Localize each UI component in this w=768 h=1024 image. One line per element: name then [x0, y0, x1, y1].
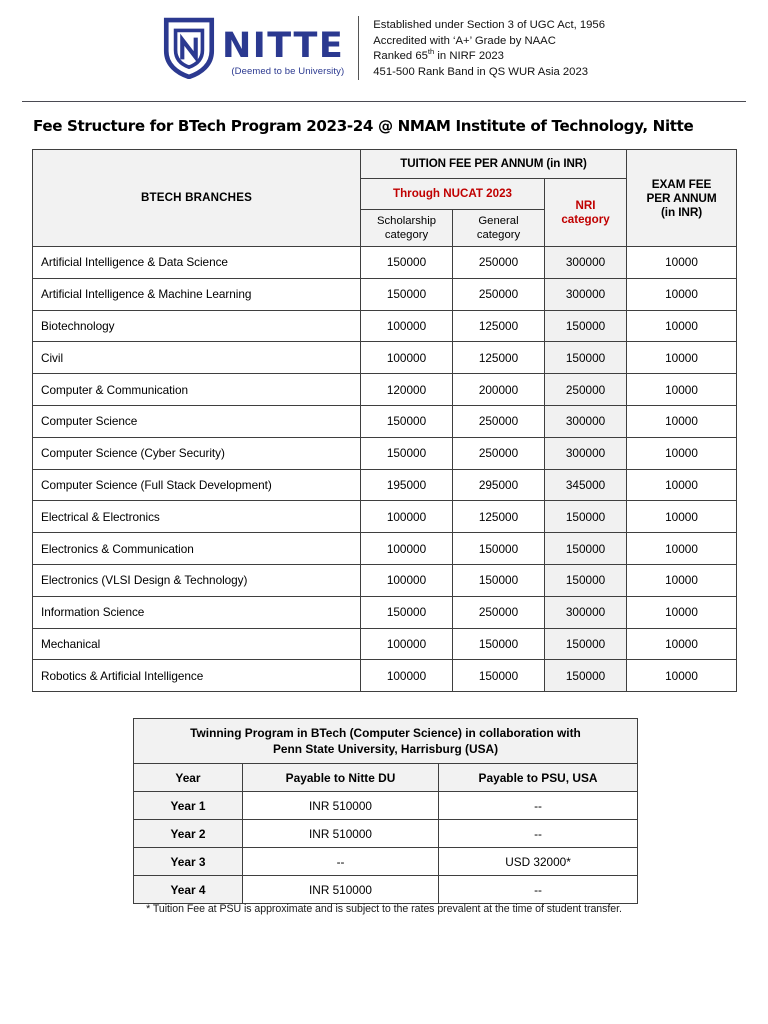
twinning-cell-year: Year 3 [134, 848, 243, 876]
cell-exam-fee: 10000 [627, 342, 737, 374]
header-scholarship-line-2: category [384, 229, 429, 241]
twinning-cell-year: Year 4 [134, 876, 243, 904]
ranked-suffix: in NIRF 2023 [434, 50, 504, 62]
nitte-shield-logo-icon [163, 17, 215, 79]
table-row [33, 501, 737, 533]
twinning-header-row [134, 764, 638, 792]
twinning-title-line-1: Twinning Program in BTech (Computer Science) in collaboration with [190, 725, 581, 740]
cell-general-fee: 250000 [453, 405, 545, 437]
table-row [33, 628, 737, 660]
footnote-text: * Tuition Fee at PSU is approximate and is subject to the rates prevalent at the time of student transfer. [146, 903, 622, 915]
cell-branch: Information Science [33, 596, 361, 628]
twinning-row [134, 820, 638, 848]
table-row [33, 278, 737, 310]
header-nri-line-2: category [561, 212, 610, 226]
cell-exam-fee: 10000 [627, 564, 737, 596]
table-row [33, 405, 737, 437]
cell-general-fee: 125000 [453, 342, 545, 374]
cell-exam-fee: 10000 [627, 247, 737, 279]
accreditation-line-1: Established under Section 3 of UGC Act, 1956 [373, 19, 605, 31]
cell-scholarship-fee: 100000 [361, 342, 453, 374]
twinning-cell-psu: -- [439, 876, 638, 904]
cell-nri-fee: 150000 [545, 533, 627, 565]
ranked-prefix: Ranked 65 [373, 50, 428, 62]
cell-exam-fee: 10000 [627, 405, 737, 437]
header-tuition-group: TUITION FEE PER ANNUM (in INR) [361, 150, 627, 179]
cell-scholarship-fee: 150000 [361, 247, 453, 279]
cell-scholarship-fee: 195000 [361, 469, 453, 501]
cell-branch: Biotechnology [33, 310, 361, 342]
header-general-category [453, 210, 545, 247]
header-divider [22, 101, 746, 102]
table-row [33, 533, 737, 565]
twinning-cell-nitte: -- [243, 848, 439, 876]
table-row [33, 660, 737, 692]
accreditation-line-2: Accredited with ‘A+’ Grade by NAAC [373, 34, 556, 47]
cell-nri-fee: 300000 [545, 596, 627, 628]
cell-general-fee: 250000 [453, 247, 545, 279]
cell-branch: Electronics & Communication [33, 533, 361, 565]
header-exam-line-1: EXAM FEE [651, 177, 712, 191]
cell-nri-fee: 150000 [545, 310, 627, 342]
fee-table-header [33, 150, 737, 247]
cell-nri-fee: 250000 [545, 374, 627, 406]
twinning-cell-nitte: INR 510000 [243, 820, 439, 848]
cell-general-fee: 150000 [453, 533, 545, 565]
cell-general-fee: 250000 [453, 437, 545, 469]
twinning-program-table [133, 718, 638, 904]
header-nri-line-1: NRI [575, 198, 596, 212]
table-row [33, 596, 737, 628]
cell-scholarship-fee: 100000 [361, 533, 453, 565]
cell-general-fee: 295000 [453, 469, 545, 501]
twinning-title [134, 719, 638, 764]
table-row [33, 564, 737, 596]
twinning-cell-psu: -- [439, 820, 638, 848]
cell-scholarship-fee: 100000 [361, 310, 453, 342]
cell-scholarship-fee: 100000 [361, 564, 453, 596]
letterhead [0, 0, 768, 78]
wordmark-block [215, 25, 345, 79]
cell-scholarship-fee: 100000 [361, 660, 453, 692]
accreditation-line-4: 451-500 Rank Band in QS WUR Asia 2023 [373, 65, 589, 78]
cell-nri-fee: 150000 [545, 501, 627, 533]
cell-general-fee: 125000 [453, 310, 545, 342]
cell-exam-fee: 10000 [627, 501, 737, 533]
cell-general-fee: 150000 [453, 628, 545, 660]
twinning-cell-year: Year 1 [134, 792, 243, 820]
header-scholarship-line-1: Scholarship [376, 215, 437, 227]
header-general-line-2: category [476, 229, 521, 241]
cell-branch: Computer Science (Full Stack Development) [33, 469, 361, 501]
cell-exam-fee: 10000 [627, 310, 737, 342]
cell-scholarship-fee: 150000 [361, 437, 453, 469]
twinning-title-row [134, 719, 638, 764]
fee-structure-table [32, 149, 737, 692]
cell-general-fee: 250000 [453, 596, 545, 628]
institution-logo [163, 17, 358, 79]
cell-scholarship-fee: 150000 [361, 405, 453, 437]
cell-general-fee: 150000 [453, 564, 545, 596]
cell-general-fee: 150000 [453, 660, 545, 692]
twinning-title-line-2: Penn State University, Harrisburg (USA) [272, 742, 499, 756]
cell-nri-fee: 300000 [545, 247, 627, 279]
twinning-cell-year: Year 2 [134, 820, 243, 848]
cell-nri-fee: 150000 [545, 342, 627, 374]
page-title: Fee Structure for BTech Program 2023-24 @ NMAM Institute of Technology, Nitte [33, 117, 694, 135]
cell-exam-fee: 10000 [627, 660, 737, 692]
twinning-header-nitte: Payable to Nitte DU [243, 764, 439, 792]
cell-exam-fee: 10000 [627, 278, 737, 310]
header-nucat-group: Through NUCAT 2023 [361, 179, 545, 210]
cell-nri-fee: 300000 [545, 278, 627, 310]
table-row [33, 469, 737, 501]
twinning-row [134, 792, 638, 820]
cell-general-fee: 200000 [453, 374, 545, 406]
cell-nri-fee: 150000 [545, 628, 627, 660]
twinning-header-psu: Payable to PSU, USA [439, 764, 638, 792]
cell-scholarship-fee: 100000 [361, 628, 453, 660]
cell-exam-fee: 10000 [627, 469, 737, 501]
cell-scholarship-fee: 100000 [361, 501, 453, 533]
cell-branch: Mechanical [33, 628, 361, 660]
cell-general-fee: 125000 [453, 501, 545, 533]
cell-branch: Computer Science [33, 405, 361, 437]
header-exam-line-3: (in INR) [660, 205, 703, 219]
cell-branch: Electrical & Electronics [33, 501, 361, 533]
header-branches: BTECH BRANCHES [33, 150, 361, 247]
cell-nri-fee: 150000 [545, 564, 627, 596]
cell-nri-fee: 300000 [545, 405, 627, 437]
cell-exam-fee: 10000 [627, 533, 737, 565]
cell-nri-fee: 150000 [545, 660, 627, 692]
header-general-line-1: General [478, 215, 519, 227]
twinning-row [134, 876, 638, 904]
cell-nri-fee: 300000 [545, 437, 627, 469]
cell-branch: Civil [33, 342, 361, 374]
ranked-ordinal-suffix: th [427, 47, 435, 57]
cell-scholarship-fee: 150000 [361, 278, 453, 310]
table-row [33, 342, 737, 374]
twinning-cell-psu: USD 32000* [439, 848, 638, 876]
cell-scholarship-fee: 150000 [361, 596, 453, 628]
cell-scholarship-fee: 120000 [361, 374, 453, 406]
cell-branch: Computer & Communication [33, 374, 361, 406]
twinning-cell-nitte: INR 510000 [243, 792, 439, 820]
header-scholarship-category [361, 210, 453, 247]
cell-nri-fee: 345000 [545, 469, 627, 501]
twinning-cell-psu: -- [439, 792, 638, 820]
cell-exam-fee: 10000 [627, 437, 737, 469]
cell-exam-fee: 10000 [627, 628, 737, 660]
table-row [33, 437, 737, 469]
accreditation-block [358, 16, 605, 80]
header-nri-category [545, 179, 627, 247]
cell-branch: Computer Science (Cyber Security) [33, 437, 361, 469]
wordmark-text: NITTE [221, 25, 345, 66]
twinning-header-year: Year [134, 764, 243, 792]
cell-exam-fee: 10000 [627, 374, 737, 406]
accreditation-line-ranked [373, 49, 605, 65]
twinning-table-body [134, 792, 638, 904]
table-row [33, 310, 737, 342]
cell-branch: Artificial Intelligence & Machine Learning [33, 278, 361, 310]
table-row [33, 247, 737, 279]
fee-table-body [33, 247, 737, 692]
cell-branch: Electronics (VLSI Design & Technology) [33, 564, 361, 596]
table-row [33, 374, 737, 406]
cell-general-fee: 250000 [453, 278, 545, 310]
twinning-cell-nitte: INR 510000 [243, 876, 439, 904]
twinning-row [134, 848, 638, 876]
cell-branch: Artificial Intelligence & Data Science [33, 247, 361, 279]
cell-branch: Robotics & Artificial Intelligence [33, 660, 361, 692]
header-exam-line-2: PER ANNUM [646, 191, 717, 205]
cell-exam-fee: 10000 [627, 596, 737, 628]
deemed-university-text: (Deemed to be University) [231, 66, 345, 77]
header-row-1 [33, 150, 737, 179]
header-exam-fee [627, 150, 737, 247]
